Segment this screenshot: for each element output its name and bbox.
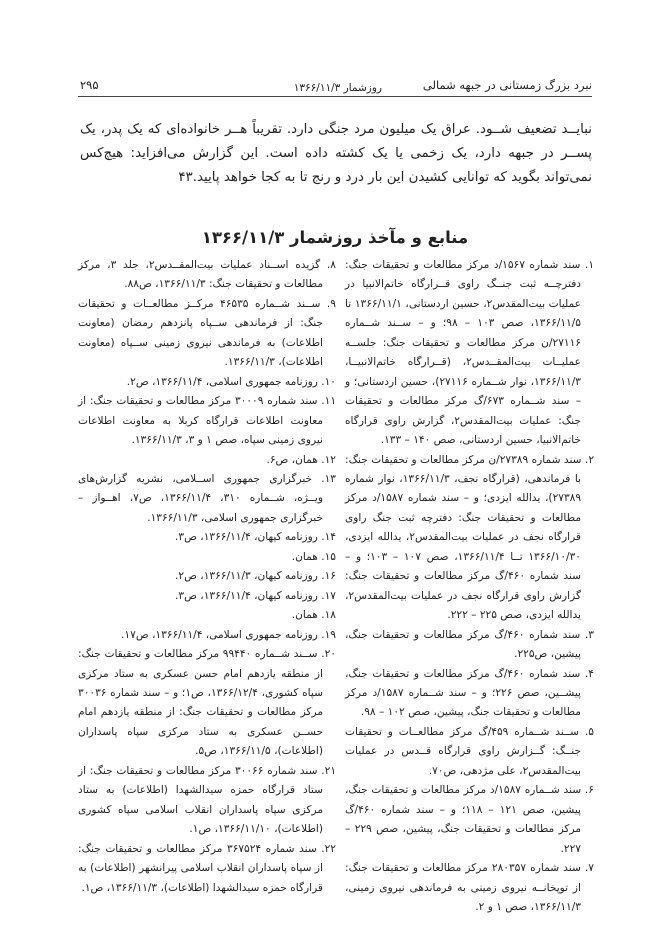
reference-item: ۱۲. همان، ص۶. [266,453,336,466]
running-header [78,76,592,97]
section-title: منابع و مآخذ روزشمار ۱۳۶۶/۱۱/۳ [201,228,469,247]
references-left-column [78,256,336,898]
reference-item: ۷. سند شماره ۲۸۰۳۵۷ مرکز مطالعات و تحقیقات جنگ: از توپخانــه نیروی زمینی به فرماندهی نیروی زمینی، ۱۳۶۶/۱۱/۳، صص ۱ و ۲. [345,862,594,913]
reference-item: ۲۱. سند شماره ۳۰۰۶۶ مرکز مطالعات و تحقیقات جنگ: از ستاد قرارگاه حمزه سیدالشهدا (اطلاعات) به ستاد مرکزی سپاه پاسداران انقلاب اسلامی سپاه کشوری (اطلاعات)، ۱۳۶۶/۱۱/۱۰، ص۱. [78,764,337,836]
page-number: ۲۹۵ [80,78,99,92]
reference-item: ۱۳. خبرگزاری جمهوری اســلامی، نشریه گزارش‌های ویــژه، شــماره ۳۱۰، ۱۳۶۶/۱۱/۴، ص۷، اهــواز – خبرگزاری جمهوری اسلامی، ۱۳۶۶/۱۱/۳. [78,472,336,524]
reference-item: ۱۹. روزنامه جمهوری اسلامی، ۱۳۶۶/۱۱/۴، ص۱۷. [121,628,336,641]
reference-item: ۴. سند شماره ۴۶۰/گ مرکز مطالعات و تحقیقات جنگ، پیشــین، صص ۲۲۶؛ و – سند شــماره ۱۵۸۷/د مرکز مطالعات و تحقیقات جنگ، پیشین، صص ۱۰۲ – ۹۸. [345,667,594,719]
reference-item: ۳. سند شماره ۴۶۰/گ مرکز مطالعات و تحقیقات جنگ، پیشین، ص۲۲۵. [345,628,594,661]
reference-item: ۶. سند شــماره ۱۵۸۷/د مرکز مطالعات و تحقیقات جنگ، پیشین، صص ۱۲۱ – ۱۱۸؛ و – سند شماره ۴۶۰/گ مرکز مطالعات و تحقیقات جنگ، پیشین، صص ۲۲۹ – ۲۲۷. [345,784,594,855]
reference-item: ۱۵. همان. [291,550,336,563]
day-label: روزشمار ۱۳۶۶/۱۱/۳ [293,82,382,94]
reference-item: ۵. ســند شــماره ۴۵۹/گ مرکز مطالعــات و تحقیقات جنــگ: گــزارش راوی قرارگاه قــدس در عملیات بیت‌المقدس۲، علی مژدهی، ص۷۰. [345,725,594,777]
reference-item: ۲۲. سند شماره ۳۶۷۵۲۴ مرکز مطالعات و تحقیقات جنگ: از سپاه پاسداران انقلاب اسلامی پیرانشهر (اطلاعات) به قرارگاه حمزه سیدالشهدا (اطلاعات)، ۱۳۶۶/۱۱/۳، ص۱. [78,842,336,894]
reference-item: ۱۷. روزنامه کیهان، ۱۳۶۶/۱۱/۴، ص۳. [175,589,336,602]
reference-item: ۹. ســند شــماره ۴۶۵۳۵ مرکــز مطالعــات و تحقیقات جنگ: از فرماندهی ســپاه پانزدهم رمضان (معاونت اطلاعات) به فرماندهی نیروی زمینی ســپاه (معاونت اطلاعات)، ۱۳۶۶/۱۱/۳. [78,297,336,369]
reference-item: ۱. سند شماره ۱۵۶۷/د مرکز مطالعات و تحقیقات جنگ: دفترچــه ثبت جنــگ راوی قــرارگاه خاتم‌الانبیا در عملیات بیت‌المقدس۲، حسین اردستانی، ۱۳۶۶/۱۱/۱ تا ۱۳۶۶/۱۱/۵، صص ۱۰۳ – ۹۸؛ و – ســند شــماره ۲۷۱۱۶/ن مرکز مطالعات و تحقیقات جنگ: جلســه عملیــات بیت‌المقــدس۲، (قــرارگاه خاتم‌الانبیــا، ۱۳۶۶/۱۱/۳، نوار شــماره ۲۷۱۱۶)، حسین اردستانی؛ و – سند شــماره ۶۷۳/گ مرکز مطالعات و تحقیقات جنگ: عملیات بیت‌المقدس۲، گزارش راوی قرارگاه خاتم‌الانبیا، حسین اردستانی، صص ۱۴۰ – ۱۳۳. [345,259,595,447]
reference-item: ۱۶. روزنامه کیهان، ۱۳۶۶/۱۱/۳، ص۲. [175,570,336,583]
reference-item: ۲۰. ســند شــماره ۹۹۴۴۰ مرکز مطالعات و تحقیقات جنگ: از منطقه یازدهم امام حسن عسکری به ستاد مرکزی سپاه کشوری، ۱۳۶۶/۱۲/۴، ص۱؛ و – سند شماره ۳۰۰۳۶ مرکز مطالعات و تحقیقات جنگ: از منطقه یازدهم امام حســن عسکری به ستاد مرکزی سپاه پاسداران (اطلاعات)، ۱۳۶۶/۱۱/۵، ص۵. [78,648,336,758]
book-title: نبرد بزرگ زمستانی در جبهه شمالی [422,78,592,92]
body-paragraph: نبایــد تضعیف شــود. عراق یک میلیون مرد جنگی دارد. تقریباً هــر خانواده‌ای که یک پدر، یک پســر در جبهه دارد، یک زخمی یا یک کشته داده است. این گزارش می‌افزاید: هیچ‌کس نمی‌تواند بگوید که توانایی کشیدن این بار درد و رنج تا به کجا خواهد پایید.۴۳ [80,122,592,185]
reference-item: ۱۴. روزنامه کیهان، ۱۳۶۶/۱۱/۴، ص۳. [175,531,336,544]
reference-item: ۱۸. همان. [291,609,336,622]
reference-item: ۱۰. روزنامه جمهوری اسلامی، ۱۳۶۶/۱۱/۴، ص۲. [126,375,336,388]
reference-item: ۱۱. سند شماره ۳۰۰۰۹ مرکز مطالعات و تحقیقات جنگ: از معاونت اطلاعات قرارگاه کربلا به معاونت اطلاعات نیروی زمینی سپاه، صص ۱ و ۳، ۱۳۶۶/۱۱/۳. [78,395,337,447]
reference-item: ۲. سند شماره ۲۷۳۸۹/ن مرکز مطالعات و تحقیقات جنگ: با فرماندهی، (قرارگاه نجف، ۱۳۶۶/۱۱/۳، نوار شماره ۲۷۳۸۹)، یدالله ایزدی؛ و – سند شماره ۱۵۸۷/د مرکز مطالعات و تحقیقات جنگ: دفترچه ثبت جنگ راوی قرارگاه نجف در عملیات بیت‌المقدس۲، یدالله ایزدی، ۱۳۶۶/۱۰/۳۰ تــا ۱۳۶۶/۱۱/۴، صص ۱۰۷ – ۱۰۳؛ و – سند شماره ۴۶۰/گ مرکز مطالعات و تحقیقات جنگ: گزارش راوی قرارگاه نجف در عملیات بیت‌المقدس۲، یدالله ایزدی، صص ۲۲۵ – ۲۲۲. [345,453,595,622]
references-right-column [345,256,594,917]
reference-item: ۸. گزیده اســناد عملیات بیت‌المقــدس۲، جلد ۳، مرکز مطالعات و تحقیقات جنگ: ۱۳۶۶/۱۱/۳، ص۸۸. [78,259,336,291]
